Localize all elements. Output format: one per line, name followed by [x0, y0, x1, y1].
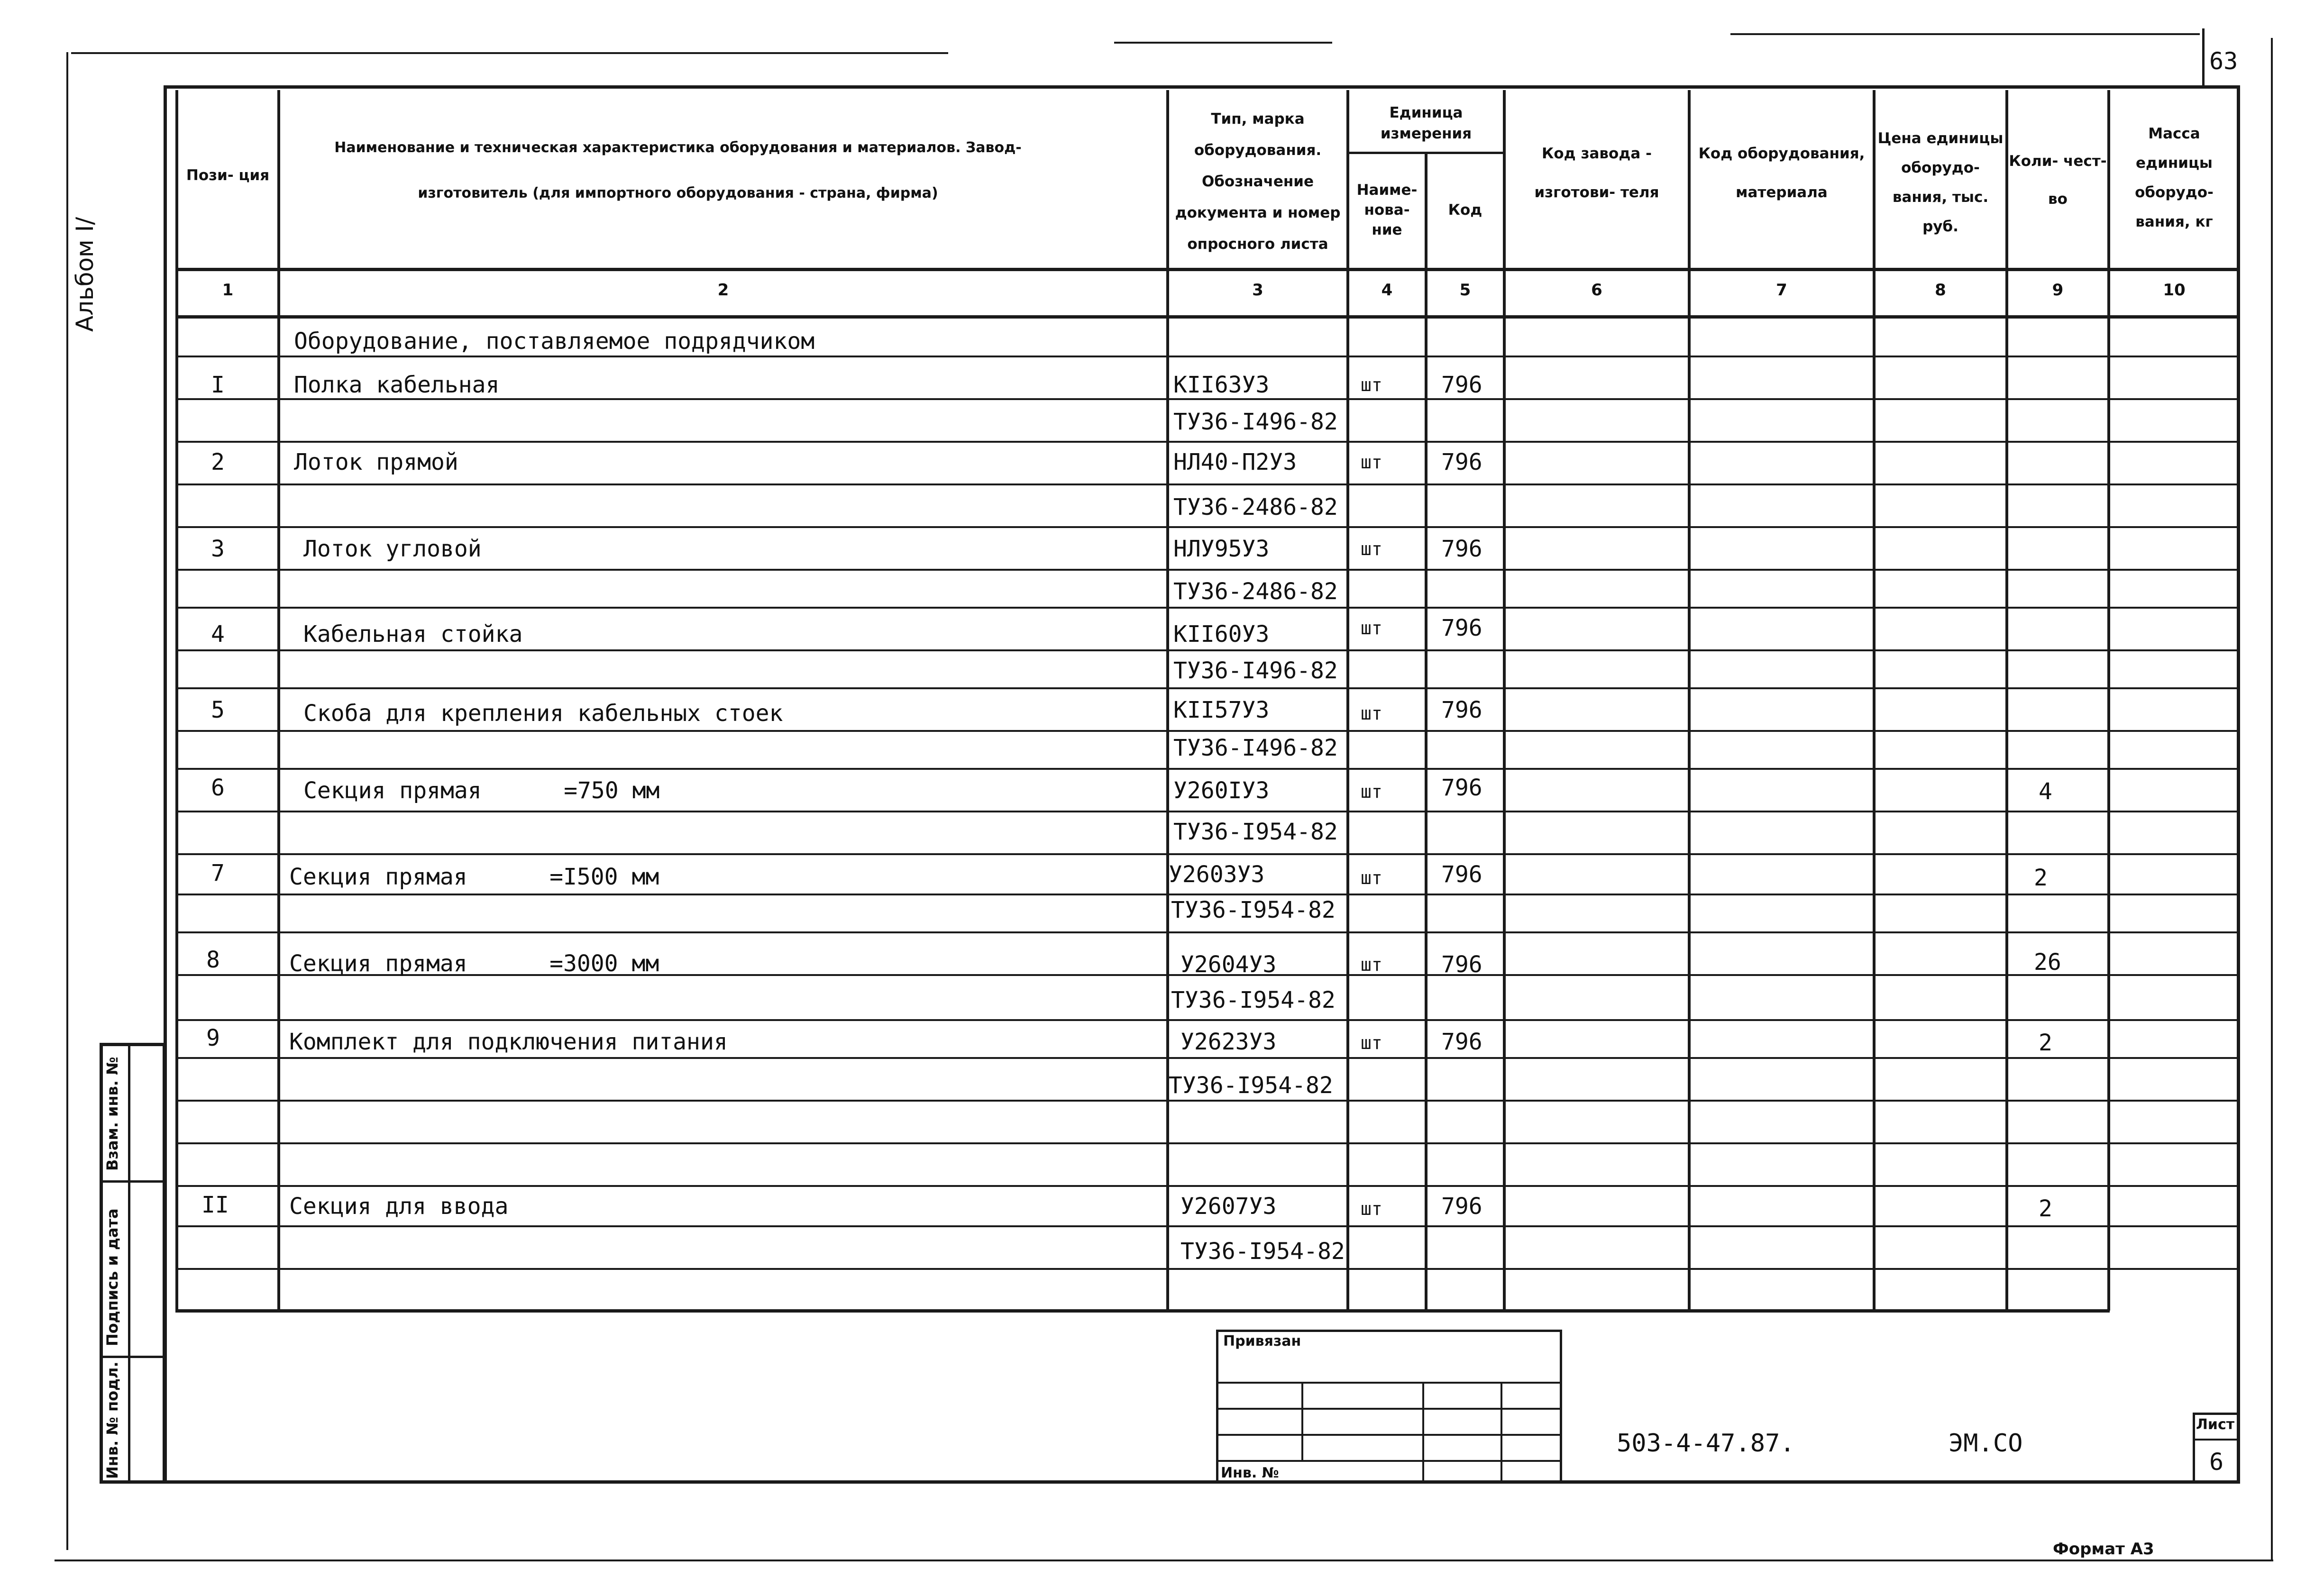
stamp-list-rule [2193, 1439, 2240, 1441]
row-name: Кабельная стойка [303, 621, 523, 648]
row-unit: шт [1361, 538, 1382, 559]
row-code: 796 [1441, 615, 1482, 641]
colnum-4: 4 [1381, 281, 1393, 300]
row-code: 796 [1441, 372, 1482, 398]
stamp-col [1301, 1382, 1303, 1460]
stamp-list-label: Лист [2196, 1416, 2235, 1433]
album-label: Альбом I/ [71, 217, 99, 332]
col-line-1 [277, 90, 280, 1311]
sheet-top-number: 63 [2209, 47, 2238, 75]
row-pos: 7 [211, 860, 225, 886]
row-code: 796 [1441, 951, 1482, 978]
stamp-doc-code: 503-4-47.87. [1617, 1429, 1795, 1458]
row-rule [175, 730, 2240, 732]
stamp-inv-no: Инв. № [1221, 1465, 1279, 1481]
side-stamp-inv: Инв. № подл. [103, 1361, 121, 1479]
row-name: Лоток прямой [294, 449, 458, 475]
row-qty: 2 [2039, 1195, 2052, 1222]
row-type: КII60У3 [1173, 621, 1270, 648]
row-doc: ТУ36-I496-82 [1173, 735, 1338, 761]
row-rule [175, 894, 2240, 895]
row-rule [175, 441, 2240, 443]
row-rule [175, 811, 2240, 812]
stamp-privyazan: Привязан [1223, 1333, 1301, 1350]
row-pos: 8 [206, 947, 220, 973]
row-rule [175, 1019, 2240, 1021]
row-name: Лоток угловой [303, 536, 482, 562]
col-line-9 [2107, 90, 2110, 1311]
row-type: КII57У3 [1173, 697, 1270, 723]
top-rule-left [71, 52, 948, 54]
row-unit: шт [1361, 1198, 1382, 1219]
row-name: Секция прямая =750 мм [303, 777, 660, 804]
row-type: У2604У3 [1180, 951, 1277, 978]
side-stamp-line1 [100, 1180, 166, 1183]
colnum-9: 9 [2052, 281, 2064, 300]
bottom-rule [55, 1560, 2273, 1561]
col-line-7 [1873, 90, 1876, 1311]
row-doc: ТУ36-2486-82 [1173, 494, 1338, 520]
row-code: 796 [1441, 697, 1482, 723]
row-doc: ТУ36-I496-82 [1173, 409, 1338, 435]
row-code: 796 [1441, 536, 1482, 562]
format-label: Формат А3 [2053, 1540, 2154, 1559]
row-rule [175, 356, 2240, 357]
row-name: Полка кабельная [294, 372, 500, 398]
row-pos: I [211, 372, 225, 398]
colnum-bottom-rule [175, 315, 2240, 319]
row-doc: ТУ36-2486-82 [1173, 578, 1338, 605]
row-pos: 4 [211, 621, 225, 648]
row-doc: ТУ36-I954-82 [1171, 987, 1336, 1013]
stamp-rule [1216, 1382, 1562, 1384]
row-rule [175, 931, 2240, 933]
colnum-7: 7 [1776, 281, 1787, 300]
side-stamp-vzam: Взам. инв. № [103, 1057, 121, 1171]
row-doc: ТУ36-I954-82 [1180, 1238, 1345, 1265]
colnum-10: 10 [2163, 281, 2186, 300]
stamp-rule [1216, 1408, 1562, 1410]
row-name: Комплект для подключения питания [289, 1029, 728, 1055]
left-rule [66, 52, 68, 1550]
row-name: Секция прямая =I500 мм [289, 864, 659, 890]
row-pos: 3 [211, 536, 225, 562]
row-rule [175, 526, 2240, 528]
header-name: Наименование и техническая характеристика оборудования и материалов. Завод-изготовитель (для импортного оборудования - страна, фирма) [334, 139, 1022, 201]
row-qty: 2 [2034, 865, 2048, 891]
row-rule [175, 768, 2240, 770]
side-stamp-podpis: Подпись и дата [103, 1208, 121, 1346]
row-name: Секция для ввода [289, 1193, 509, 1220]
header-qty: Коли- чест- во [2009, 153, 2107, 208]
row-type: У2607У3 [1180, 1193, 1277, 1220]
row-pos: 6 [211, 775, 225, 801]
col-line-0 [175, 90, 178, 1311]
col-line-2 [1166, 90, 1169, 1311]
header-unit-code: Код [1448, 201, 1482, 219]
stamp-list-no: 6 [2209, 1448, 2224, 1476]
header-unit-name: Наиме- нова- ние [1356, 181, 1418, 238]
row-pos: 9 [206, 1025, 220, 1051]
header-factory-code: Код завода - изготови- теля [1534, 145, 1659, 201]
row-code: 796 [1441, 449, 1482, 475]
row-type: НЛ40-П2У3 [1173, 449, 1297, 475]
row-name: Секция прямая =3000 мм [289, 950, 659, 977]
header-price: Цена единицы оборудо- вания, тыс. руб. [1877, 130, 2004, 235]
row-type: КII63У3 [1173, 372, 1270, 398]
row-unit: шт [1361, 452, 1382, 473]
header-mass: Масса единицы оборудо- вания, кг [2135, 125, 2214, 230]
section-title: Оборудование, поставляемое подрядчиком [294, 328, 815, 355]
row-code: 796 [1441, 1193, 1482, 1220]
row-rule [175, 1100, 2240, 1102]
row-pos: 2 [211, 449, 225, 475]
row-rule [175, 1225, 2240, 1227]
top-rule-right [1730, 33, 2200, 35]
row-qty: 4 [2039, 778, 2052, 805]
header-equipment-code: Код оборудования, материала [1698, 145, 1865, 201]
col-line-5 [1503, 90, 1506, 1311]
header-unit: Единица измерения [1380, 104, 1472, 142]
header-bottom-rule [175, 268, 2240, 271]
row-rule [175, 483, 2240, 485]
row-type: НЛУ95У3 [1173, 536, 1270, 562]
row-type: У260IУ3 [1173, 777, 1270, 804]
header-type: Тип, марка оборудования. Обозначение документа и номер опросного листа [1175, 110, 1341, 253]
table-bottom-rule [175, 1309, 2110, 1313]
stamp-rule [1216, 1434, 1562, 1436]
side-stamp-divider [128, 1043, 130, 1484]
row-name: Скоба для крепления кабельных стоек [303, 700, 783, 727]
stamp-doc-mark: ЭМ.СО [1949, 1429, 2023, 1458]
row-qty: 26 [2034, 949, 2061, 976]
colnum-5: 5 [1459, 281, 1471, 300]
col-line-8 [2005, 90, 2008, 1311]
stamp-col [1422, 1382, 1424, 1484]
row-rule [175, 1142, 2240, 1144]
row-rule [175, 853, 2240, 855]
sheet-number-border [2202, 28, 2205, 85]
col-line-6 [1688, 90, 1691, 1311]
row-rule [175, 607, 2240, 609]
row-unit: шт [1361, 1032, 1382, 1053]
row-pos: II [201, 1192, 229, 1218]
row-unit: шт [1361, 781, 1382, 802]
row-rule [175, 649, 2240, 651]
row-pos: 5 [211, 697, 225, 723]
row-code: 796 [1441, 775, 1482, 801]
row-doc: ТУ36-I496-82 [1173, 657, 1338, 684]
row-rule [175, 1268, 2240, 1270]
row-unit: шт [1361, 954, 1382, 975]
row-type: У2623У3 [1180, 1029, 1277, 1055]
col-line-3 [1346, 90, 1349, 1311]
row-unit: шт [1361, 374, 1382, 395]
colnum-2: 2 [717, 281, 729, 300]
unit-subheader-rule [1346, 152, 1503, 154]
row-unit: шт [1361, 867, 1382, 888]
row-doc: ТУ36-I954-82 [1171, 897, 1336, 923]
colnum-3: 3 [1252, 281, 1263, 300]
side-stamp-line2 [100, 1356, 166, 1358]
row-doc: ТУ36-I954-82 [1173, 819, 1338, 845]
row-qty: 2 [2039, 1030, 2052, 1056]
top-rule-mid [1114, 42, 1332, 44]
colnum-1: 1 [222, 281, 234, 300]
row-unit: шт [1361, 703, 1382, 724]
row-unit: шт [1361, 618, 1382, 638]
row-doc: ТУ36-I954-82 [1169, 1072, 1333, 1099]
row-code: 796 [1441, 861, 1482, 888]
row-rule [175, 1057, 2240, 1059]
colnum-6: 6 [1591, 281, 1602, 300]
row-rule [175, 569, 2240, 571]
stamp-col [1501, 1382, 1502, 1484]
row-rule [175, 1185, 2240, 1187]
row-type: У2603У3 [1169, 861, 1265, 888]
stamp-rule [1216, 1460, 1562, 1462]
row-rule [175, 687, 2240, 689]
header-pos: Пози- ция [186, 167, 270, 184]
colnum-8: 8 [1935, 281, 1946, 300]
row-code: 796 [1441, 1029, 1482, 1055]
right-rule [2271, 38, 2273, 1560]
